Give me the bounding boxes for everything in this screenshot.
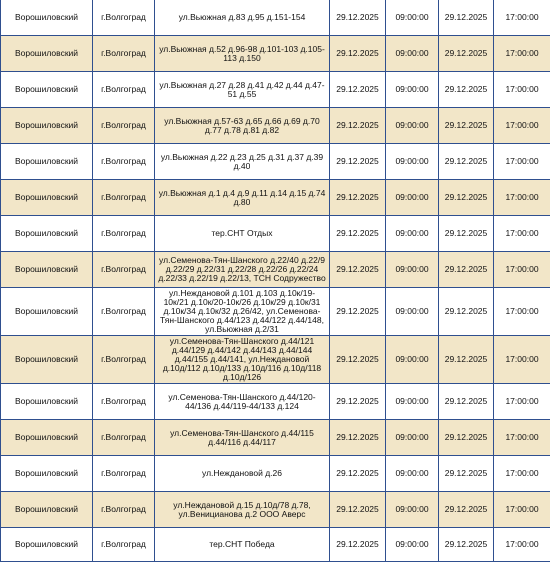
start-date-cell: 29.12.2025 bbox=[330, 456, 386, 492]
city-cell: г.Волгоград bbox=[93, 492, 155, 528]
city-cell: г.Волгоград bbox=[93, 144, 155, 180]
city-cell: г.Волгоград bbox=[93, 216, 155, 252]
city-cell: г.Волгоград bbox=[93, 528, 155, 562]
start-time-cell: 09:00:00 bbox=[386, 288, 439, 336]
city-cell: г.Волгоград bbox=[93, 336, 155, 384]
start-date-cell: 29.12.2025 bbox=[330, 336, 386, 384]
address-cell: ул.Семенова-Тян-Шанского д.44/121 д.44/129 д.44/142 д.44/143 д.44/144 д.44/155 д.44/141, ул.Неждановой д.10д/112 д.10д/133 д.10д/116 д.10д/118 д.10д/126 bbox=[155, 336, 330, 384]
table-row bbox=[1, 108, 550, 144]
district-cell: Ворошиловский bbox=[1, 528, 93, 562]
end-time-cell: 17:00:00 bbox=[494, 288, 550, 336]
district-cell: Ворошиловский bbox=[1, 288, 93, 336]
district-cell: Ворошиловский bbox=[1, 336, 93, 384]
address-cell: ул.Вьюжная д.27 д.28 д.41 д.42 д.44 д.47-51 д.55 bbox=[155, 72, 330, 108]
start-date-cell: 29.12.2025 bbox=[330, 108, 386, 144]
end-time-cell: 17:00:00 bbox=[494, 0, 550, 36]
end-date-cell: 29.12.2025 bbox=[439, 420, 494, 456]
start-time-cell: 09:00:00 bbox=[386, 108, 439, 144]
address-cell: ул.Семенова-Тян-Шанского д.44/115 д.44/116 д.44/117 bbox=[155, 420, 330, 456]
end-time-cell: 17:00:00 bbox=[494, 108, 550, 144]
end-date-cell: 29.12.2025 bbox=[439, 180, 494, 216]
address-cell: ул.Вьюжная д.1 д.4 д.9 д.11 д.14 д.15 д.74 д.80 bbox=[155, 180, 330, 216]
start-date-cell: 29.12.2025 bbox=[330, 288, 386, 336]
table-row bbox=[1, 384, 550, 420]
start-time-cell: 09:00:00 bbox=[386, 252, 439, 288]
city-cell: г.Волгоград bbox=[93, 420, 155, 456]
district-cell: Ворошиловский bbox=[1, 252, 93, 288]
start-time-cell: 09:00:00 bbox=[386, 180, 439, 216]
end-time-cell: 17:00:00 bbox=[494, 384, 550, 420]
table-row bbox=[1, 180, 550, 216]
start-date-cell: 29.12.2025 bbox=[330, 180, 386, 216]
end-time-cell: 17:00:00 bbox=[494, 36, 550, 72]
end-time-cell: 17:00:00 bbox=[494, 528, 550, 562]
start-time-cell: 09:00:00 bbox=[386, 36, 439, 72]
table-row bbox=[1, 528, 550, 562]
start-date-cell: 29.12.2025 bbox=[330, 72, 386, 108]
table-row bbox=[1, 492, 550, 528]
start-date-cell: 29.12.2025 bbox=[330, 36, 386, 72]
start-date-cell: 29.12.2025 bbox=[330, 384, 386, 420]
start-time-cell: 09:00:00 bbox=[386, 0, 439, 36]
start-date-cell: 29.12.2025 bbox=[330, 144, 386, 180]
district-cell: Ворошиловский bbox=[1, 144, 93, 180]
district-cell: Ворошиловский bbox=[1, 0, 93, 36]
end-time-cell: 17:00:00 bbox=[494, 456, 550, 492]
city-cell: г.Волгоград bbox=[93, 36, 155, 72]
district-cell: Ворошиловский bbox=[1, 36, 93, 72]
table-row bbox=[1, 336, 550, 384]
start-date-cell: 29.12.2025 bbox=[330, 420, 386, 456]
address-cell: ул.Семенова-Тян-Шанского д.44/120-44/136 д.44/119-44/133 д.124 bbox=[155, 384, 330, 420]
start-time-cell: 09:00:00 bbox=[386, 216, 439, 252]
table-row bbox=[1, 456, 550, 492]
address-cell: ул.Вьюжная д.52 д.96-98 д.101-103 д.105-113 д.150 bbox=[155, 36, 330, 72]
city-cell: г.Волгоград bbox=[93, 456, 155, 492]
city-cell: г.Волгоград bbox=[93, 288, 155, 336]
address-cell: тер.СНТ Отдых bbox=[155, 216, 330, 252]
end-time-cell: 17:00:00 bbox=[494, 216, 550, 252]
table-row bbox=[1, 144, 550, 180]
city-cell: г.Волгоград bbox=[93, 180, 155, 216]
end-time-cell: 17:00:00 bbox=[494, 72, 550, 108]
start-date-cell: 29.12.2025 bbox=[330, 528, 386, 562]
end-date-cell: 29.12.2025 bbox=[439, 528, 494, 562]
end-time-cell: 17:00:00 bbox=[494, 144, 550, 180]
district-cell: Ворошиловский bbox=[1, 456, 93, 492]
end-time-cell: 17:00:00 bbox=[494, 180, 550, 216]
table-row bbox=[1, 288, 550, 336]
district-cell: Ворошиловский bbox=[1, 420, 93, 456]
end-time-cell: 17:00:00 bbox=[494, 252, 550, 288]
city-cell: г.Волгоград bbox=[93, 252, 155, 288]
city-cell: г.Волгоград bbox=[93, 108, 155, 144]
start-time-cell: 09:00:00 bbox=[386, 144, 439, 180]
district-cell: Ворошиловский bbox=[1, 492, 93, 528]
end-date-cell: 29.12.2025 bbox=[439, 108, 494, 144]
city-cell: г.Волгоград bbox=[93, 384, 155, 420]
table-row bbox=[1, 0, 550, 36]
end-date-cell: 29.12.2025 bbox=[439, 336, 494, 384]
start-date-cell: 29.12.2025 bbox=[330, 216, 386, 252]
address-cell: ул.Вьюжная д.83 д.95 д.151-154 bbox=[155, 0, 330, 36]
end-date-cell: 29.12.2025 bbox=[439, 72, 494, 108]
city-cell: г.Волгоград bbox=[93, 72, 155, 108]
start-time-cell: 09:00:00 bbox=[386, 384, 439, 420]
start-date-cell: 29.12.2025 bbox=[330, 252, 386, 288]
table-row bbox=[1, 216, 550, 252]
address-cell: тер.СНТ Победа bbox=[155, 528, 330, 562]
end-date-cell: 29.12.2025 bbox=[439, 252, 494, 288]
address-cell: ул.Неждановой д.101 д.103 д.10к/19-10к/21 д.10к/20-10к/26 д.10к/29 д.10к/31 д.10к/34 д.10к/32 д.26/42, ул.Семенова-Тян-Шанского д.44/123 д.44/122 д.44/148, ул.Вьюжная д.2/31 bbox=[155, 288, 330, 336]
end-time-cell: 17:00:00 bbox=[494, 336, 550, 384]
address-cell: ул.Неждановой д.26 bbox=[155, 456, 330, 492]
address-cell: ул.Вьюжная д.57-63 д.65 д.66 д.69 д.70 д.77 д.78 д.81 д.82 bbox=[155, 108, 330, 144]
address-cell: ул.Вьюжная д.22 д.23 д.25 д.31 д.37 д.39 д.40 bbox=[155, 144, 330, 180]
start-time-cell: 09:00:00 bbox=[386, 528, 439, 562]
end-date-cell: 29.12.2025 bbox=[439, 36, 494, 72]
end-date-cell: 29.12.2025 bbox=[439, 144, 494, 180]
start-time-cell: 09:00:00 bbox=[386, 492, 439, 528]
end-date-cell: 29.12.2025 bbox=[439, 492, 494, 528]
table-row bbox=[1, 36, 550, 72]
start-date-cell: 29.12.2025 bbox=[330, 0, 386, 36]
table-row bbox=[1, 420, 550, 456]
address-cell: ул.Семенова-Тян-Шанского д.22/40 д.22/9 д.22/29 д.22/31 д.22/28 д.22/26 д.22/24 д.22/33 д.22/19 д.22/13, ТСН Содружество bbox=[155, 252, 330, 288]
district-cell: Ворошиловский bbox=[1, 384, 93, 420]
end-date-cell: 29.12.2025 bbox=[439, 456, 494, 492]
district-cell: Ворошиловский bbox=[1, 108, 93, 144]
end-date-cell: 29.12.2025 bbox=[439, 216, 494, 252]
end-time-cell: 17:00:00 bbox=[494, 420, 550, 456]
district-cell: Ворошиловский bbox=[1, 180, 93, 216]
district-cell: Ворошиловский bbox=[1, 72, 93, 108]
end-time-cell: 17:00:00 bbox=[494, 492, 550, 528]
end-date-cell: 29.12.2025 bbox=[439, 0, 494, 36]
end-date-cell: 29.12.2025 bbox=[439, 384, 494, 420]
start-time-cell: 09:00:00 bbox=[386, 420, 439, 456]
start-date-cell: 29.12.2025 bbox=[330, 492, 386, 528]
start-time-cell: 09:00:00 bbox=[386, 456, 439, 492]
table-row bbox=[1, 252, 550, 288]
start-time-cell: 09:00:00 bbox=[386, 72, 439, 108]
city-cell: г.Волгоград bbox=[93, 0, 155, 36]
table-body bbox=[1, 0, 550, 562]
end-date-cell: 29.12.2025 bbox=[439, 288, 494, 336]
district-cell: Ворошиловский bbox=[1, 216, 93, 252]
address-cell: ул.Неждановой д.15 д.10д/78 д.78, ул.Веницианова д.2 ООО Аверс bbox=[155, 492, 330, 528]
table-row bbox=[1, 72, 550, 108]
start-time-cell: 09:00:00 bbox=[386, 336, 439, 384]
